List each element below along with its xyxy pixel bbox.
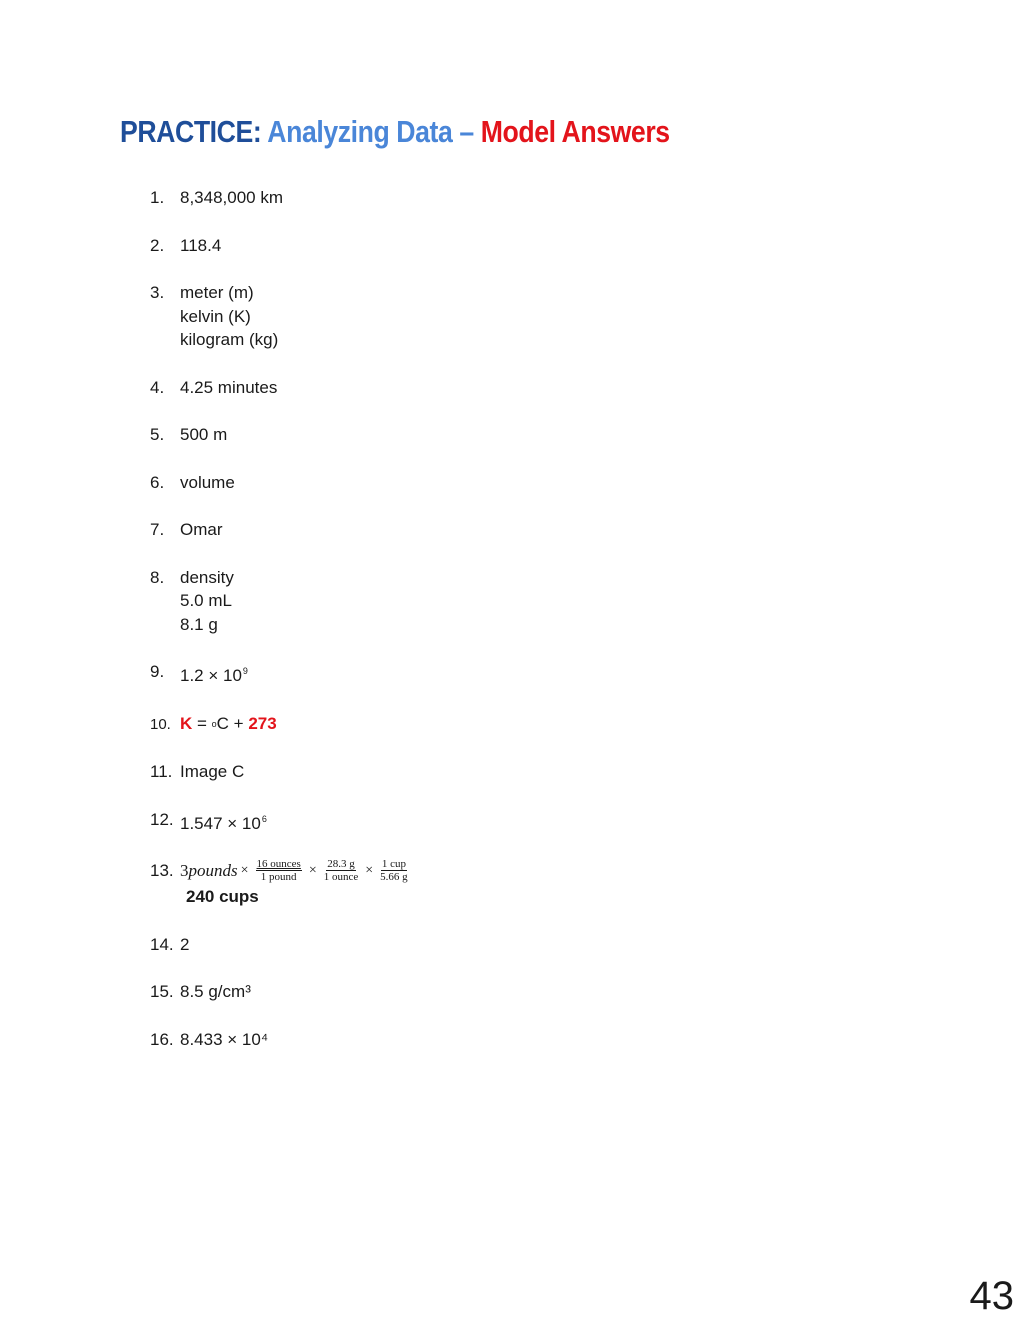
lead-unit: pounds [188,861,238,880]
times-sign: × [365,863,374,878]
answer-number: 16. [150,1029,174,1049]
answer-item-4 [150,376,850,400]
answer-text: Omar [180,520,223,539]
answer-item-6 [150,471,850,495]
title-model-answers: Model Answers [480,114,670,149]
answer-number: 1. [150,188,165,207]
conversion-result: 240 cups [186,887,259,907]
answer-item-9 [150,660,850,688]
answer-item-2 [150,234,850,258]
answer-text [180,712,850,737]
times-sign: × [308,863,317,878]
answer-item-10 [150,712,850,737]
answer-text: volume [180,472,235,492]
answer-number: 7. [150,520,165,539]
answer-text [180,660,850,688]
answer-number: 5. [150,425,165,444]
answer-item-15 [150,980,850,1004]
scientific-base: 1.2 × 10 [180,666,242,685]
answer-list [150,186,850,1075]
answer-text: 8.1 g [180,614,218,634]
fraction-grams-per-ounce [324,858,359,883]
answer-text: 118.4 [180,235,222,255]
equals-sign: = [192,713,212,733]
answer-number: 2. [150,235,165,255]
answer-number: 4. [150,377,165,397]
times-sign: × [240,863,249,878]
title-topic: Analyzing Data – [261,114,481,149]
page-title [120,114,670,150]
answer-text: 500 m [180,425,228,444]
kelvin-symbol: K [180,713,193,733]
fraction-numerator: 1 cup [381,858,406,871]
answer-number: 3. [150,283,165,302]
answer-number: 12. [150,809,174,829]
answer-item-12 [150,808,850,836]
fraction-denominator: 5.66 g [380,871,408,884]
answer-text: 8,348,000 km [180,188,284,207]
answer-text: 4.25 minutes [180,377,278,397]
celsius-plus: C + [216,713,249,733]
answer-text: Image C [180,762,245,781]
answer-number: 13. [150,861,174,880]
answer-item-7 [150,518,850,542]
fraction-numerator: 16 ounces [256,858,301,871]
answer-item-14 [150,933,850,957]
answer-item-8 [150,566,850,637]
answer-item-11 [150,760,850,784]
answer-number: 14. [150,934,174,954]
lead-quantity: 3 [180,861,189,880]
answer-item-5 [150,423,850,447]
answer-text: kelvin (K) [180,306,251,326]
answer-text: density [180,567,234,587]
answer-number: 6. [150,472,165,492]
answer-text: kilogram (kg) [180,330,279,349]
answer-text: meter (m) [180,283,254,302]
answer-item-1 [150,186,850,210]
answer-number: 8. [150,567,165,587]
page-number: 43 [969,1274,1014,1318]
answer-text: 8.433 × 10⁴ [180,1029,269,1049]
fraction-ounces-per-pound [256,858,302,883]
exponent: 9 [242,666,248,676]
answer-item-13 [150,859,850,909]
answer-number: 11. [150,762,173,781]
offset-value: 273 [248,713,277,733]
answer-text: 8.5 g/cm³ [180,982,251,1002]
title-practice: PRACTICE: [120,114,262,149]
degree-symbol: o [211,718,217,729]
fraction-numerator: 28.3 g [327,858,355,871]
scientific-base: 1.547 × 10 [180,813,261,833]
fraction-denominator: 1 ounce [323,871,359,884]
answer-text [180,808,850,836]
answer-number: 15. [150,982,174,1002]
fraction-cups-per-gram [380,858,408,883]
answer-item-16 [150,1028,850,1052]
answer-number: 9. [150,662,165,681]
answer-text: 2 [180,934,190,954]
fraction-denominator: 1 pound [260,871,297,884]
exponent: 6 [261,813,267,824]
answer-text: 5.0 mL [180,591,232,610]
answer-number: 10. [150,715,171,733]
answer-item-3 [150,281,850,352]
conversion-equation [180,858,412,883]
